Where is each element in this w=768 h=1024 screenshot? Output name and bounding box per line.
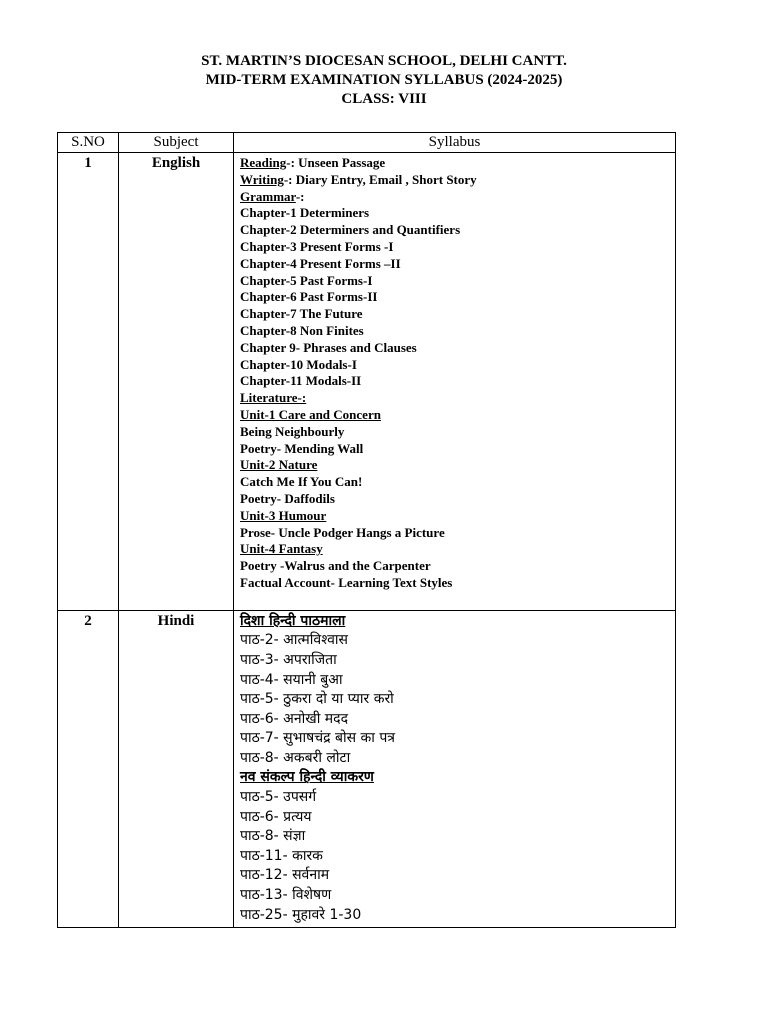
syllabus-line: पाठ-3- अपराजिता xyxy=(240,651,337,668)
syllabus-line: पाठ-25- मुहावरे 1-30 xyxy=(240,906,362,923)
section-label: Unit-3 Humour xyxy=(240,507,327,523)
syllabus-line: Chapter-5 Past Forms-I xyxy=(240,272,373,288)
school-name: ST. MARTIN’S DIOCESAN SCHOOL, DELHI CANTT. xyxy=(201,53,567,69)
syllabus-line: Poetry- Daffodils xyxy=(240,490,335,506)
syllabus-line: Factual Account- Learning Text Styles xyxy=(240,574,453,590)
syllabus-line: Chapter 9- Phrases and Clauses xyxy=(240,339,417,355)
syllabus-table xyxy=(57,132,676,928)
table-row xyxy=(58,610,676,928)
syllabus-line: पाठ-8- अकबरी लोटा xyxy=(240,749,351,766)
section-label-suffix: -: Diary Entry, Email , Short Story xyxy=(283,171,477,187)
row-sno: 1 xyxy=(58,153,119,611)
column-header-syllabus: Syllabus xyxy=(234,133,676,153)
syllabus-line xyxy=(240,457,675,474)
syllabus-line: Chapter-7 The Future xyxy=(240,306,363,322)
syllabus-line: पाठ-8- संज्ञा xyxy=(240,828,306,845)
column-header-sno: S.NO xyxy=(58,133,119,153)
section-label: Writing xyxy=(240,171,284,187)
syllabus-line: पाठ-6- अनोखी मदद xyxy=(240,710,349,727)
syllabus-line: Chapter-10 Modals-I xyxy=(240,356,357,372)
syllabus-line: Poetry -Walrus and the Carpenter xyxy=(240,558,431,574)
syllabus-line: Chapter-8 Non Finites xyxy=(240,322,364,338)
syllabus-line: पाठ-5- ठुकरा दो या प्यार करो xyxy=(240,691,394,708)
syllabus-line: Chapter-2 Determiners and Quantifiers xyxy=(240,222,461,238)
table-row xyxy=(58,153,676,611)
syllabus-line: पाठ-13- विशेषण xyxy=(240,887,332,904)
syllabus-line: Chapter-4 Present Forms –II xyxy=(240,255,401,271)
syllabus-line xyxy=(240,541,675,558)
syllabus-line: Catch Me If You Can! xyxy=(240,474,363,490)
syllabus-line: पाठ-7- सुभाषचंद्र बोस का पत्र xyxy=(240,730,396,747)
section-label: Unit-4 Fantasy xyxy=(240,541,323,557)
syllabus-line xyxy=(240,155,675,172)
syllabus-line: पाठ-12- सर्वनाम xyxy=(240,867,330,884)
row-subject: Hindi xyxy=(119,610,234,928)
section-label: Literature-: xyxy=(240,390,307,406)
syllabus-line xyxy=(240,390,675,407)
syllabus-line: पाठ-6- प्रत्यय xyxy=(240,808,312,825)
column-header-subject: Subject xyxy=(119,133,234,153)
class-label: CLASS: VIII xyxy=(341,91,427,107)
table-header-row xyxy=(58,133,676,153)
hindi-syllabus-cell xyxy=(234,610,676,928)
syllabus-line: Chapter-6 Past Forms-II xyxy=(240,289,378,305)
document-header xyxy=(0,52,768,109)
syllabus-line: Poetry- Mending Wall xyxy=(240,440,364,456)
book-heading: दिशा हिन्दी पाठमाला xyxy=(240,612,346,629)
syllabus-line: Chapter-3 Present Forms -I xyxy=(240,238,394,254)
syllabus-line: पाठ-4- सयानी बुआ xyxy=(240,671,343,688)
book-heading: नव संकल्प हिन्दी व्याकरण xyxy=(240,769,374,786)
syllabus-line xyxy=(240,172,675,189)
syllabus-line xyxy=(240,189,675,206)
syllabus-line: Prose- Uncle Podger Hangs a Picture xyxy=(240,524,445,540)
exam-title: MID-TERM EXAMINATION SYLLABUS (2024-2025) xyxy=(205,72,563,88)
syllabus-line: Being Neighbourly xyxy=(240,423,345,439)
row-sno: 2 xyxy=(58,610,119,928)
syllabus-line: Chapter-11 Modals-II xyxy=(240,373,362,389)
syllabus-line: Chapter-1 Determiners xyxy=(240,205,370,221)
syllabus-line: पाठ-11- कारक xyxy=(240,847,323,864)
syllabus-line: पाठ-2- आत्मविश्वास xyxy=(240,632,349,649)
section-label: Reading xyxy=(240,155,287,170)
section-label: Grammar xyxy=(240,188,296,204)
section-label-suffix: -: Unseen Passage xyxy=(286,155,386,170)
section-label: Unit-1 Care and Concern xyxy=(240,406,381,422)
syllabus-line xyxy=(240,407,675,424)
section-label: Unit-2 Nature xyxy=(240,457,318,473)
english-syllabus-cell xyxy=(234,153,676,611)
section-label-suffix: -: xyxy=(295,188,305,204)
syllabus-line xyxy=(240,508,675,525)
row-subject: English xyxy=(119,153,234,611)
syllabus-line: पाठ-5- उपसर्ग xyxy=(240,789,317,806)
